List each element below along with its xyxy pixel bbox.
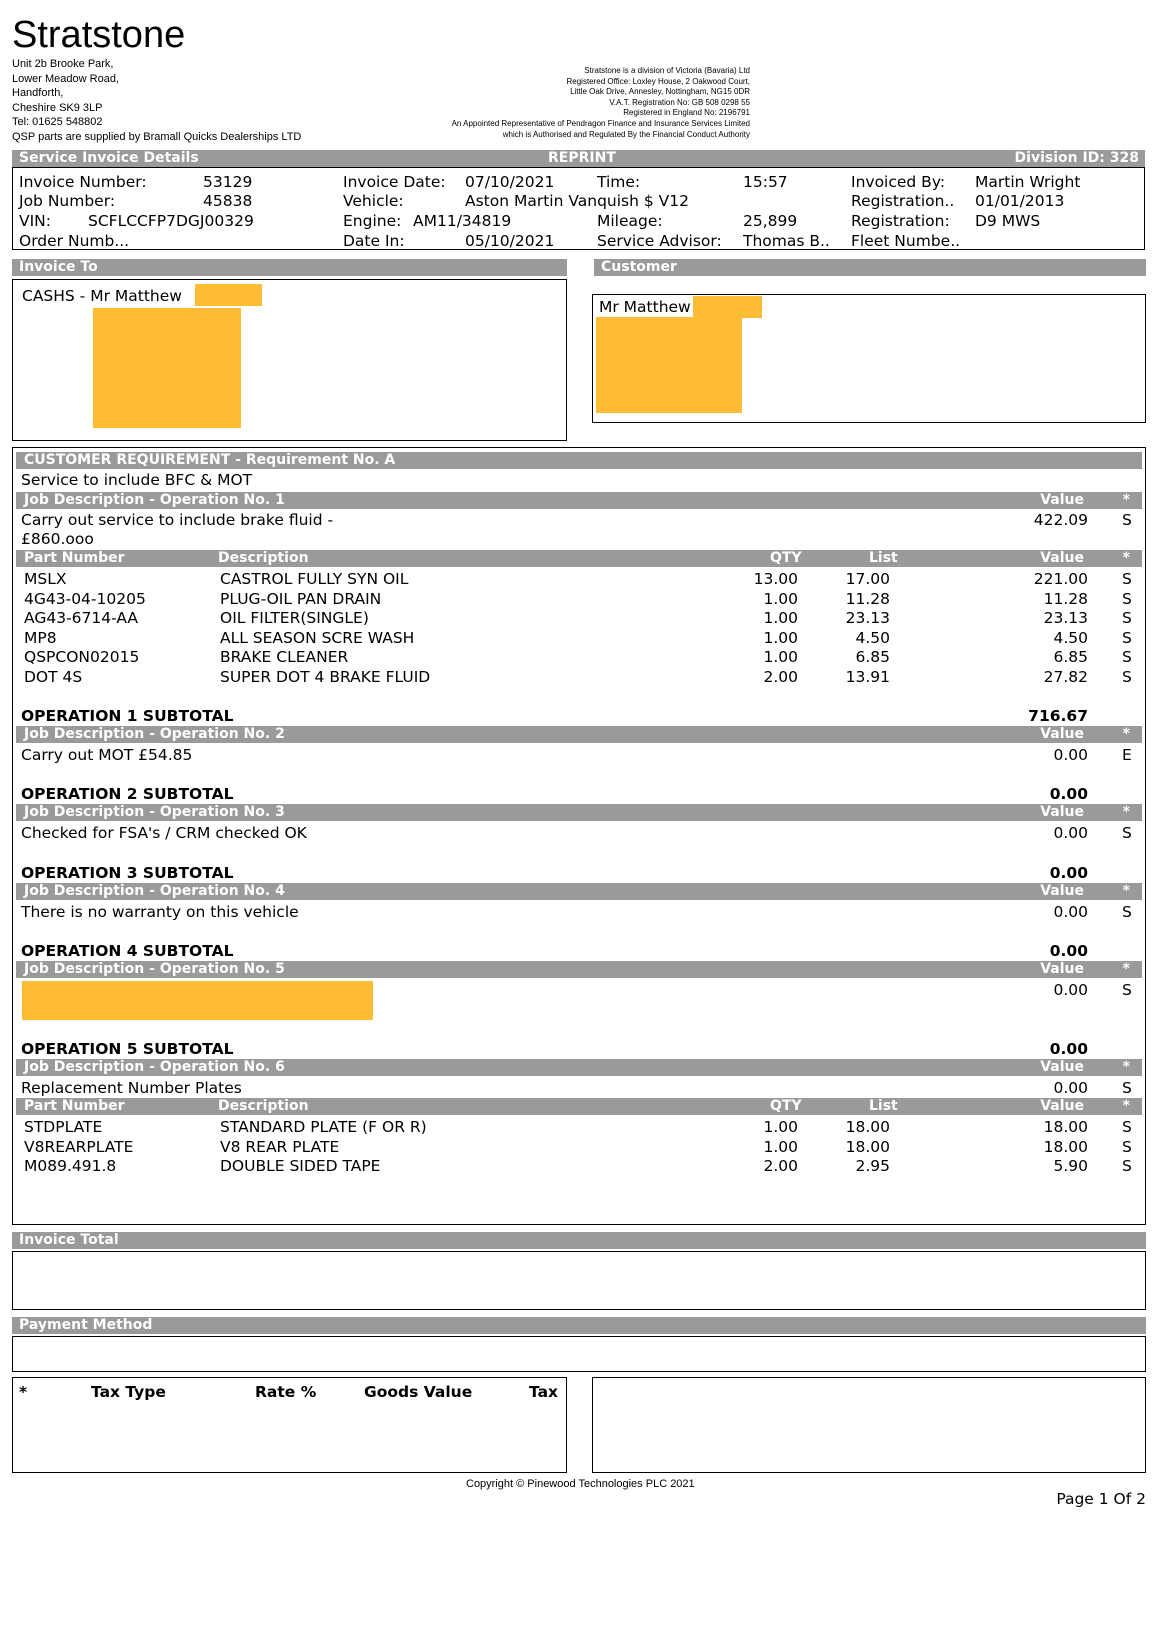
operation-1-description: Carry out service to include brake fluid - bbox=[21, 511, 334, 529]
operation-6-parts bbox=[0, 1118, 1156, 1178]
operation-1-bar: Job Description - Operation No. 1 Value * bbox=[16, 492, 1142, 509]
operation-4-subtotal-label: OPERATION 4 SUBTOTAL bbox=[21, 942, 234, 960]
redaction-block bbox=[195, 284, 262, 306]
operation-6-flag: S bbox=[1122, 1079, 1132, 1097]
customer-bar: Customer bbox=[594, 259, 1146, 276]
operation-6-description: Replacement Number Plates bbox=[21, 1079, 242, 1097]
invoice-to-bar: Invoice To bbox=[12, 259, 567, 276]
operation-1-flag: S bbox=[1122, 511, 1132, 529]
invoice-total-box bbox=[12, 1251, 1146, 1310]
operation-2-value: 0.00 bbox=[1053, 746, 1088, 764]
operation-1-description-line2: £860.ooo bbox=[21, 530, 94, 548]
tax-rate-header: Rate % bbox=[255, 1383, 317, 1401]
operation-4-description: There is no warranty on this vehicle bbox=[21, 903, 299, 921]
operation-6-bar: Job Description - Operation No. 6 Value * bbox=[16, 1059, 1142, 1076]
operation-3-flag: S bbox=[1122, 824, 1132, 842]
table-row: STDPLATE STANDARD PLATE (F OR R) 1.00 18.00 18.00 S bbox=[24, 1118, 1132, 1136]
operation-5-value: 0.00 bbox=[1053, 981, 1088, 999]
requirement-bar: CUSTOMER REQUIREMENT - Requirement No. A bbox=[16, 452, 1142, 469]
operation-4-subtotal: 0.00 bbox=[1049, 942, 1088, 960]
operation-2-subtotal-label: OPERATION 2 SUBTOTAL bbox=[21, 785, 234, 803]
invoice-to-box bbox=[12, 279, 567, 441]
payment-method-box bbox=[12, 1336, 1146, 1372]
table-row: DOT 4S SUPER DOT 4 BRAKE FLUID 2.00 13.91 27.82 S bbox=[24, 667, 1132, 686]
copyright-notice: Copyright © Pinewood Technologies PLC 2021 bbox=[466, 1478, 695, 1490]
operation-6-value: 0.00 bbox=[1053, 1079, 1088, 1097]
operation-5-flag: S bbox=[1122, 981, 1132, 999]
parts-header-bar: Part Number Description QTY List Value * bbox=[16, 1098, 1142, 1115]
page-number: Page 1 Of 2 bbox=[1056, 1490, 1146, 1508]
company-logo-text: Stratstone bbox=[12, 14, 186, 56]
operation-1-value: 422.09 bbox=[1033, 511, 1088, 529]
operation-1-subtotal: 716.67 bbox=[1028, 707, 1088, 725]
company-legal-notice: Stratstone is a division of Victoria (Bavaria) Ltd Registered Office: Loxley House, 2 Oakwood Court, Little Oak Drive, Annesley, Nottingham, NG15 0DR V.A.T. Registration No: GB 508 0298 55 Registered in England No: 2196791 An Appointed Representative of Pendragon Finance and Insurance Services Limited which is Authorised and Regulated By the Financial Conduct Authority bbox=[451, 66, 750, 139]
tax-star-header: * bbox=[19, 1383, 28, 1401]
operation-3-value: 0.00 bbox=[1053, 824, 1088, 842]
requirement-text: Service to include BFC & MOT bbox=[21, 471, 253, 489]
operation-4-flag: S bbox=[1122, 903, 1132, 921]
operation-3-subtotal: 0.00 bbox=[1049, 864, 1088, 882]
table-row: MP8 ALL SEASON SCRE WASH 1.00 4.50 4.50 S bbox=[24, 628, 1132, 647]
operation-5-bar: Job Description - Operation No. 5 Value * bbox=[16, 961, 1142, 978]
table-row: M089.491.8 DOUBLE SIDED TAPE 2.00 2.95 5.90 S bbox=[24, 1157, 1132, 1175]
redaction-block bbox=[693, 296, 762, 318]
payment-method-bar: Payment Method bbox=[12, 1317, 1146, 1334]
invoice-details-box: Invoice Number: 53129 Job Number: 45838 VIN: SCFLCCFP7DGJ00329 Order Numb... Invoice Date: 07/10/2021 Vehicle: Aston Martin Vanquish $ V12 Engine: AM11/34819 Date In: 05/10/2021 Time: 15:57 Mileage: 25,899 Service Advisor: Thomas B.. Invoiced By: Martin Wright Registration.. 01/01/2013 Registration: D9 MWS Fleet Numbe.. bbox=[12, 167, 1145, 250]
operation-4-value: 0.00 bbox=[1053, 903, 1088, 921]
operation-5-subtotal-label: OPERATION 5 SUBTOTAL bbox=[21, 1040, 234, 1058]
tax-type-header: Tax Type bbox=[91, 1383, 166, 1401]
tax-goods-value-header: Goods Value bbox=[364, 1383, 473, 1401]
parts-header-bar: Part Number Description QTY List Value * bbox=[16, 550, 1142, 567]
operation-4-bar: Job Description - Operation No. 4 Value * bbox=[16, 883, 1142, 900]
customer-name: Mr Matthew bbox=[599, 298, 691, 316]
invoice-to-name: CASHS - Mr Matthew bbox=[22, 287, 182, 305]
redaction-block bbox=[22, 981, 373, 1020]
table-row: 4G43-04-10205 PLUG-OIL PAN DRAIN 1.00 11.28 11.28 S bbox=[24, 589, 1132, 608]
table-row: AG43-6714-AA OIL FILTER(SINGLE) 1.00 23.13 23.13 S bbox=[24, 609, 1132, 627]
operation-3-description: Checked for FSA's / CRM checked OK bbox=[21, 824, 307, 842]
redaction-block bbox=[93, 308, 241, 428]
table-row: V8REARPLATE V8 REAR PLATE 1.00 18.00 18.00 S bbox=[24, 1137, 1132, 1156]
operation-5-subtotal: 0.00 bbox=[1049, 1040, 1088, 1058]
company-address: Unit 2b Brooke Park, Lower Meadow Road, Handforth, Cheshire SK9 3LP Tel: 01625 548802 QSP parts are supplied by Bramall Quicks Dealerships LTD bbox=[12, 58, 302, 143]
tax-table-box bbox=[12, 1377, 567, 1473]
invoice-total-bar: Invoice Total bbox=[12, 1232, 1146, 1249]
operation-3-bar: Job Description - Operation No. 3 Value * bbox=[16, 804, 1142, 821]
customer-box bbox=[592, 294, 1146, 423]
operation-2-subtotal: 0.00 bbox=[1049, 785, 1088, 803]
table-row: QSPCON02015 BRAKE CLEANER 1.00 6.85 6.85 S bbox=[24, 648, 1132, 666]
operation-2-description: Carry out MOT £54.85 bbox=[21, 746, 193, 764]
operation-2-bar: Job Description - Operation No. 2 Value * bbox=[16, 726, 1142, 743]
operation-2-flag: E bbox=[1122, 746, 1132, 764]
service-invoice-details-bar: Service Invoice Details REPRINT Division ID: 328 bbox=[12, 150, 1145, 167]
table-row: MSLX CASTROL FULLY SYN OIL 13.00 17.00 221.00 S bbox=[24, 570, 1132, 588]
operation-3-subtotal-label: OPERATION 3 SUBTOTAL bbox=[21, 864, 234, 882]
operation-1-parts bbox=[0, 570, 1156, 690]
tax-summary-box bbox=[592, 1377, 1146, 1473]
redaction-block bbox=[596, 317, 742, 413]
tax-header: Tax bbox=[529, 1383, 559, 1401]
operation-1-subtotal-label: OPERATION 1 SUBTOTAL bbox=[21, 707, 234, 725]
